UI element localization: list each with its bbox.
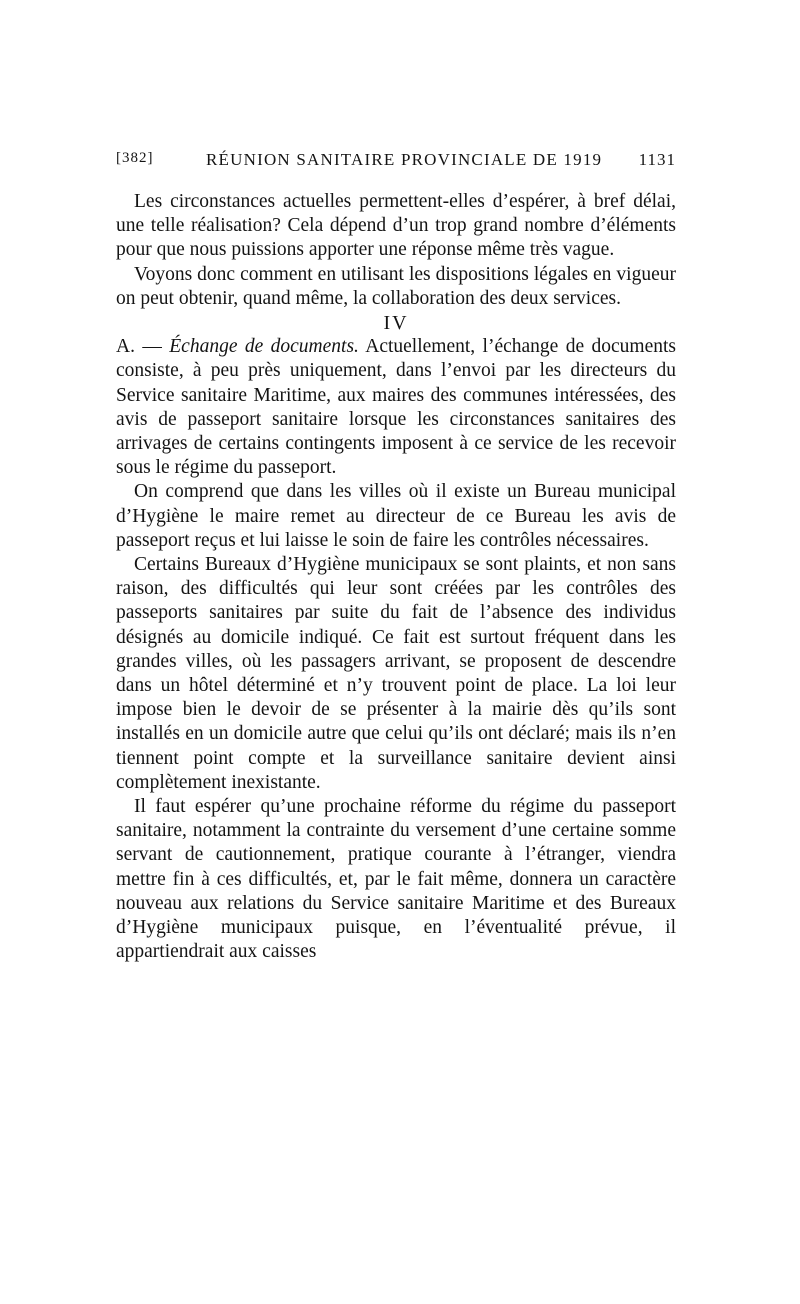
paragraph-2: Voyons donc comment en utilisant les dispositions légales en vigueur on peut obtenir, quand même, la collaboration des deux services. — [116, 263, 676, 309]
paragraph-5: Certains Bureaux d’Hygiène municipaux se sont plaints, et non sans raison, des difficultés qui leur sont créées par les contrôles des passeports sanitaires par suite du fait de l’absence des individus désignés au domicile indiqué. Ce fait est surtout fréquent dans les grandes villes, où les passagers arrivant, se proposent de descendre dans un hôtel déterminé et n’y trouvent point de place. La loi leur impose bien le devoir de se présenter à la mairie dès qu’ils sont installés en un domicile autre que celui qu’ils ont déclaré; mais ils n’en tiennent point compte et la surveillance sanitaire devient ainsi complètement inexistante. — [116, 554, 676, 793]
page-reference: [382] — [116, 150, 154, 166]
body-text — [116, 190, 676, 965]
paragraph-3-text: Actuellement, l’échange de documents consiste, à peu près uniquement, dans l’envoi par les directeurs du Service sanitaire Maritime, aux maires des communes intéressées, des avis de passeport sanitaire lorsque les circonstances sanitaires des arrivages de certains contingents imposent à ce service de les recevoir sous le régime du passeport. — [116, 336, 677, 479]
paragraph-4: On comprend que dans les villes où il existe un Bureau municipal d’Hygiène le maire remet au directeur de ce Bureau les avis de passeport reçus et lui laisse le soin de faire les contrôles nécessaires. — [116, 481, 676, 551]
running-title: RÉUNION SANITAIRE PROVINCIALE DE 1919 — [206, 150, 603, 169]
paragraph-6: Il faut espérer qu’une prochaine réforme du régime du passeport sanitaire, notamment la contrainte du versement d’une certaine somme servant de cautionnement, pratique courante à l’étranger, viendra mettre fin à ces difficultés, et, par le fait même, donnera un caractère nouveau aux relations du Service sanitaire Maritime et des Bureaux d’Hygiène municipaux puisque, en l’éventualité prévue, il appartiendrait aux caisses — [116, 796, 676, 963]
subsection-title: Échange de documents. — [169, 336, 359, 358]
subsection-label: A. — — [116, 336, 170, 358]
page-number: 1131 — [638, 150, 676, 169]
running-header — [116, 150, 676, 176]
paragraph-1: Les circonstances actuelles permettent-elles d’espérer, à bref délai, une telle réalisation? Cela dépend d’un trop grand nombre d’éléments pour que nous puissions apporter une réponse même très vague. — [116, 191, 676, 261]
section-heading: IV — [383, 312, 409, 335]
paragraph-3 — [116, 335, 676, 480]
